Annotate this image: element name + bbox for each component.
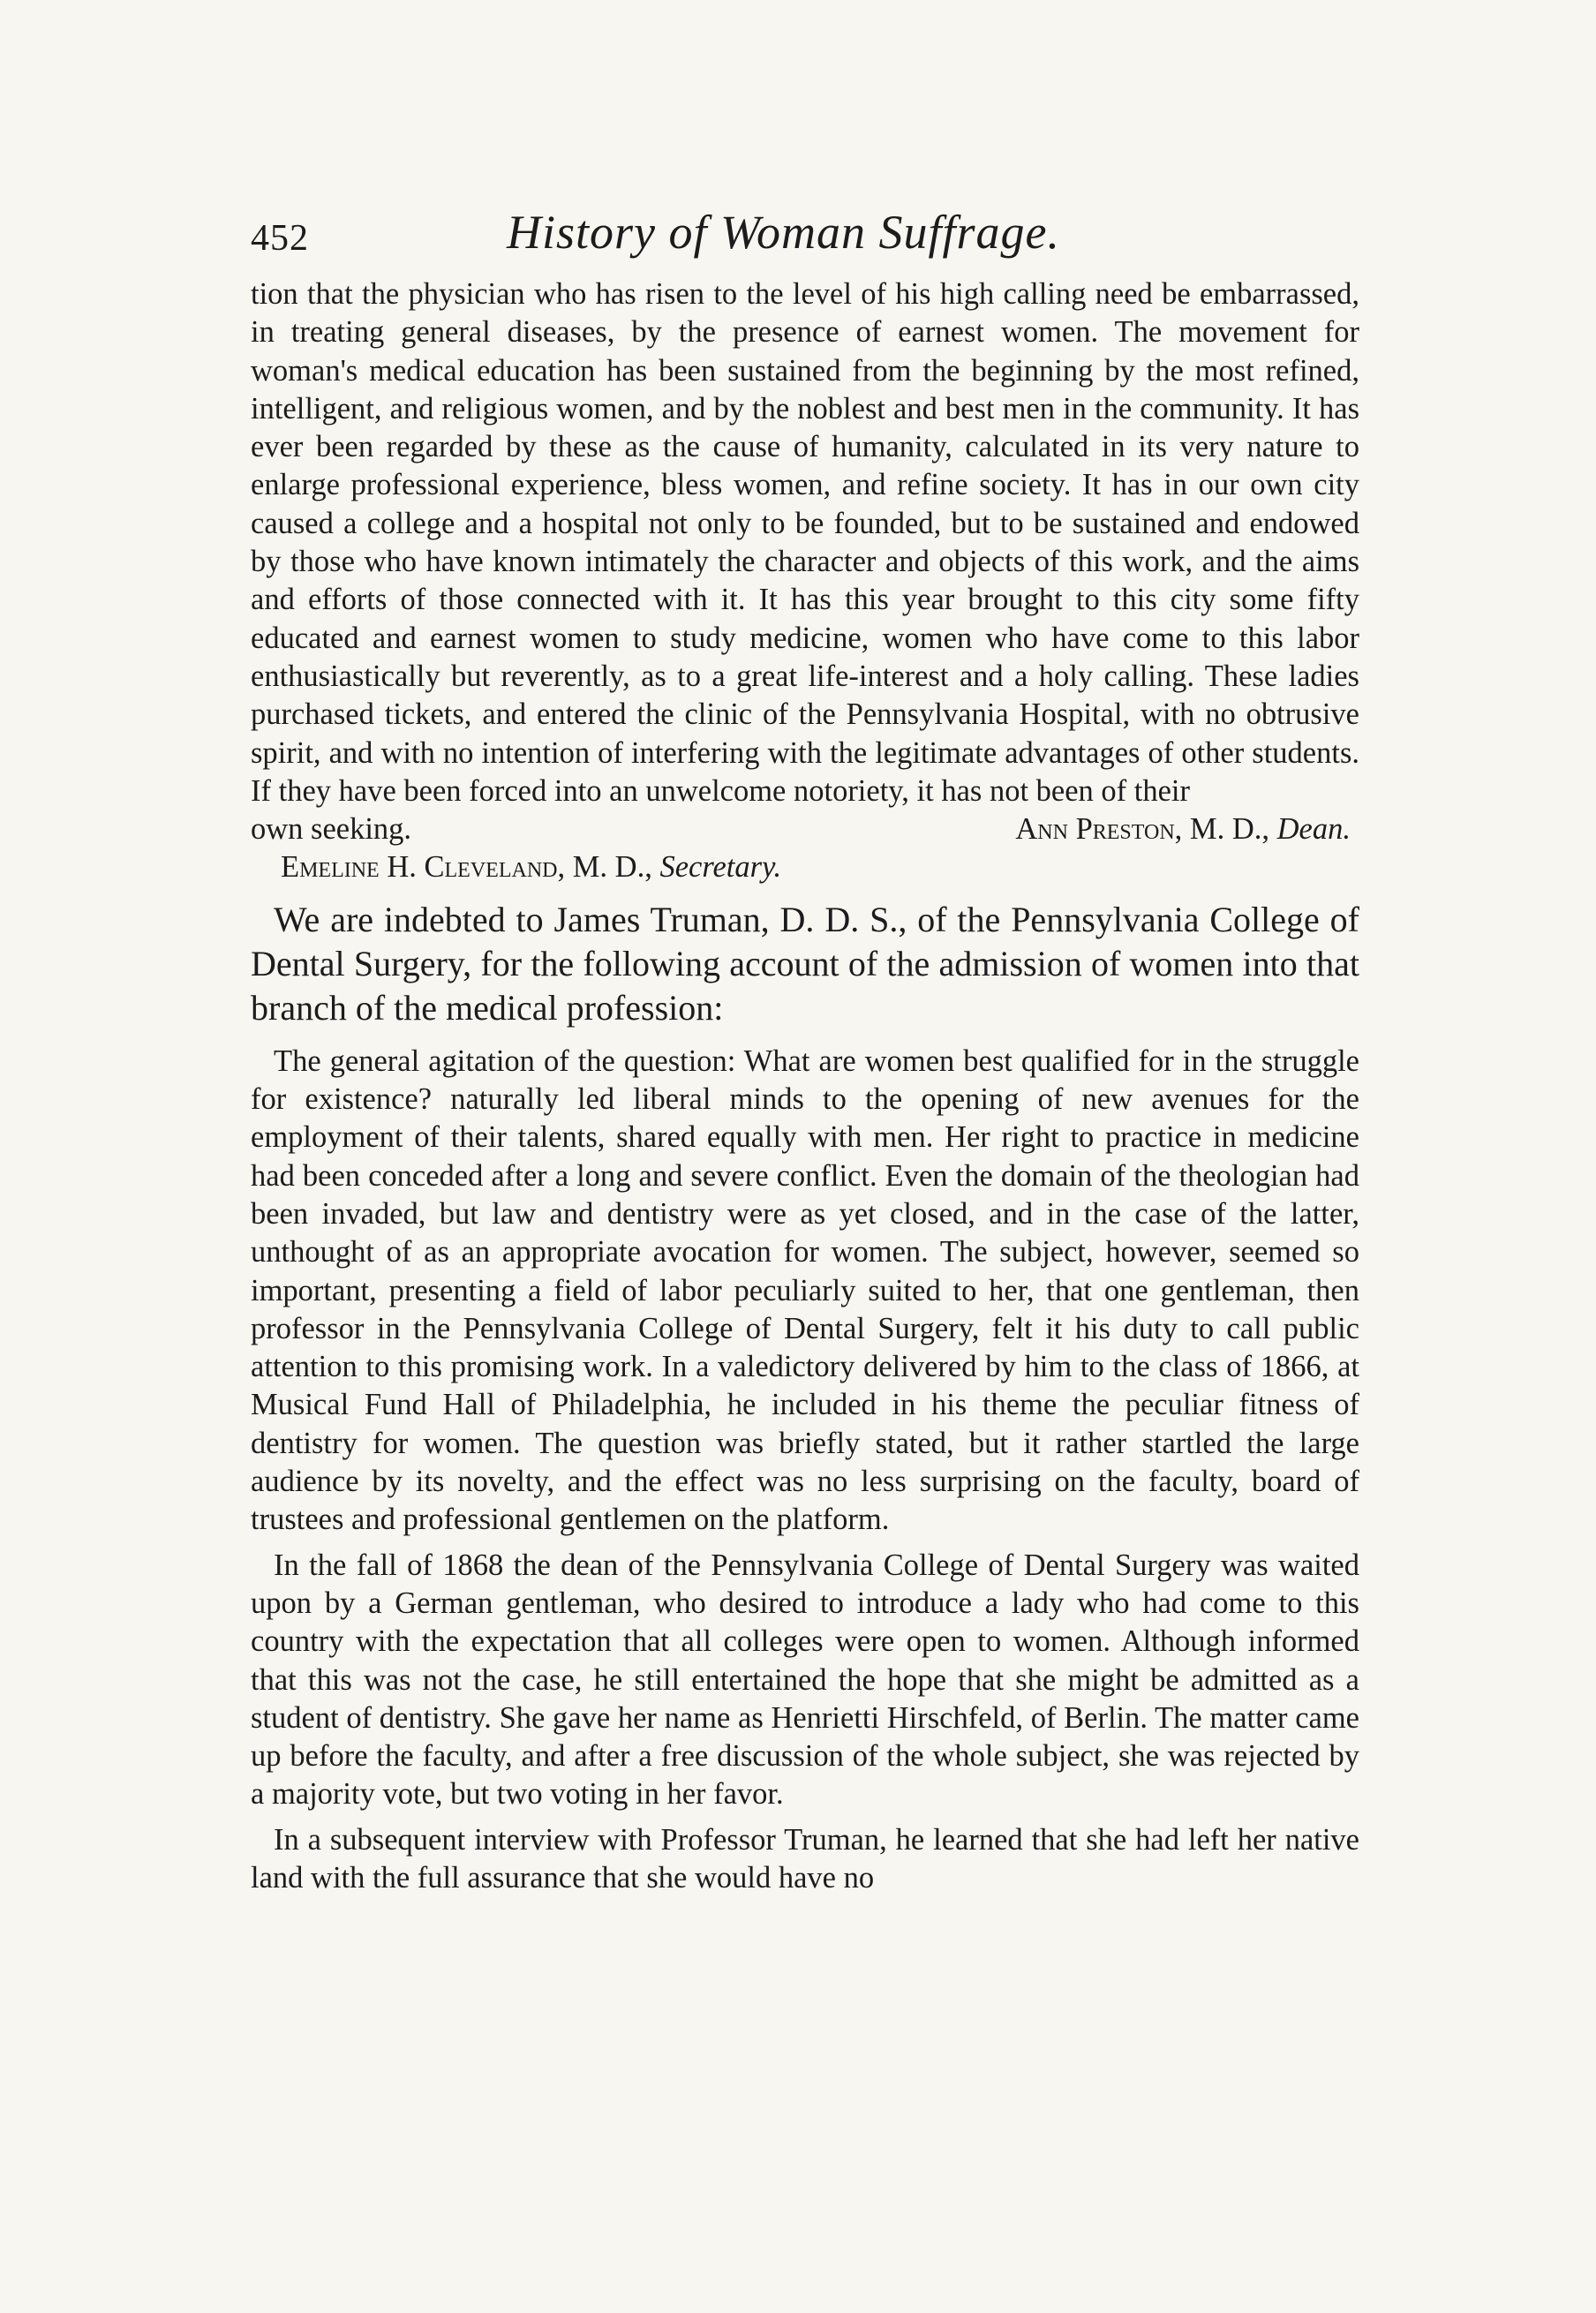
signature-line [251,810,1359,848]
account-paragraph-2: In the fall of 1868 the dean of the Pennsylvania College of Dental Surgery was waited upon by a German gentleman, who desired to introduce a lady who had come to this country with the expectation that all colleges were open to women. Although informed that this was not the case, he still entertained the hope that she might be admitted as a student of dentistry. She gave her name as Henrietti Hirschfeld, of Berlin. The matter came up before the faculty, and after a free discussion of the whole subject, she was rejected by a majority vote, but two voting in her favor. [251,1548,1359,1812]
book-page [251,205,1359,1897]
letter-block [251,275,1359,810]
account-block [251,1043,1359,1898]
running-title: History of Woman Suffrage. [507,206,1061,259]
intro-paragraph: We are indebted to James Truman, D. D. S., of the Pennsylvania College of Dental Surgery, for the following account of the admission of women into that branch of the medical profession: [251,899,1359,1028]
letter-last-line: own seeking. [251,812,412,847]
signer [1015,810,1359,848]
secretary-line [251,848,1359,886]
signer-name: Ann Preston, M. D., [1015,812,1270,847]
page-header [251,205,1359,275]
secretary-role: Secretary. [659,850,782,885]
signer-role: Dean. [1276,812,1351,847]
secretary-name: Emeline H. Cleveland, M. D., [281,850,652,885]
account-paragraph-3: In a subsequent interview with Professor Truman, he learned that she had left her native land with the full assurance that she would have no [251,1822,1359,1895]
letter-paragraph: tion that the physician who has risen to the level of his high calling need be embarrassed, in treating general diseases, by the presence of earnest women. The movement for woman's medical education has been sustained from the beginning by the most refined, intelligent, and religious women, and by the noblest and best men in the community. It has ever been regarded by these as the cause of humanity, calculated in its very nature to enlarge professional experience, bless women, and refine society. It has in our own city caused a college and a hospital not only to be founded, but to be sustained and endowed by those who have known intimately the character and objects of this work, and the aims and efforts of those connected with it. It has this year brought to this city some fifty educated and earnest women to study medicine, women who have come to this labor enthusiastically but reverently, as to a great life-interest and a holy calling. These ladies purchased tickets, and entered the clinic of the Pennsylvania Hospital, with no obtrusive spirit, and with no intention of interfering with the legitimate advantages of other students. If they have been forced into an unwelcome notoriety, it has not been of their [251,277,1359,808]
account-paragraph-1: The general agitation of the question: What are women best qualified for in the struggle for existence? naturally led liberal minds to the opening of new avenues for the employment of their talents, shared equally with men. Her right to practice in medicine had been conceded after a long and severe conflict. Even the domain of the theologian had been invaded, but law and dentistry were as yet closed, and in the case of the latter, unthought of as an appropriate avocation for women. The subject, however, seemed so important, presenting a field of labor peculiarly suited to her, that one gentleman, then professor in the Pennsylvania College of Dental Surgery, felt it his duty to call public attention to this promising work. In a valedictory delivered by him to the class of 1866, at Musical Fund Hall of Philadelphia, he included in his theme the peculiar fitness of dentistry for women. The question was briefly stated, but it rather startled the large audience by its novelty, and the effect was no less surprising on the faculty, board of trustees and professional gentlemen on the platform. [251,1043,1359,1537]
page-number: 452 [251,218,309,259]
